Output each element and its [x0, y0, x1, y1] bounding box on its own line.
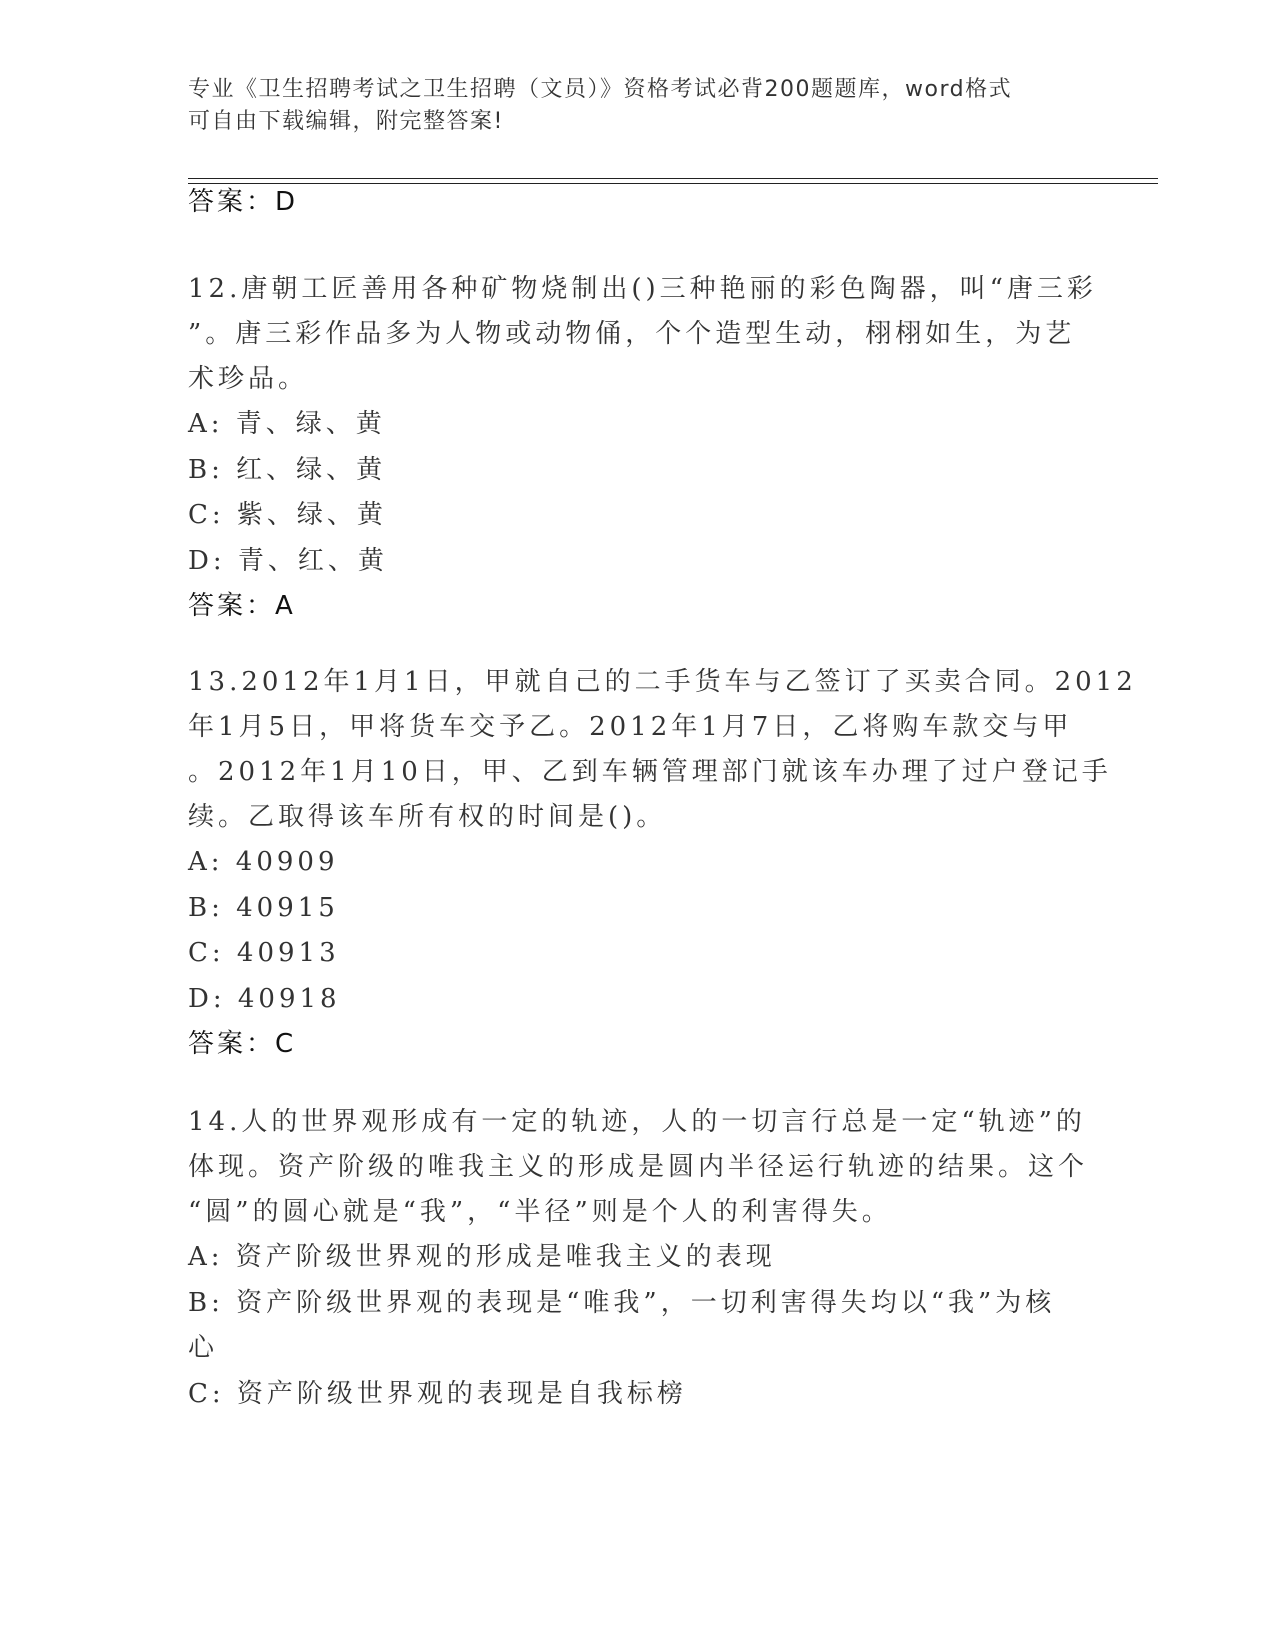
option-c: C: 40913	[188, 938, 340, 968]
option-a: A: 资产阶级世界观的形成是唯我主义的表现	[188, 1242, 776, 1272]
question-text-line: 续。乙取得该车所有权的时间是()。	[188, 802, 667, 832]
question-text-line: 体现。资产阶级的唯我主义的形成是圆内半径运行轨迹的结果。这个	[188, 1152, 1089, 1182]
question-text-line: 术珍品。	[188, 364, 309, 394]
header-divider-top	[188, 178, 1158, 179]
question-text-line: 14.人的世界观形成有一定的轨迹，人的一切言行总是一定“轨迹”的	[188, 1107, 1086, 1137]
question-text-line: 13.2012年1月1日，甲就自己的二手货车与乙签订了买卖合同。2012	[188, 667, 1137, 697]
question-text-line: 年1月5日，甲将货车交予乙。2012年1月7日，乙将购车款交与甲	[188, 712, 1073, 742]
option-b: B: 40915	[188, 892, 339, 923]
option-b: B: 红、绿、黄	[188, 454, 387, 485]
option-a: A: 青、绿、黄	[188, 409, 386, 439]
question-text-line: ”。唐三彩作品多为人物或动物俑，个个造型生动，栩栩如生，为艺	[188, 319, 1076, 349]
question-text-line: 12.唐朝工匠善用各种矿物烧制出()三种艳丽的彩色陶器，叫“唐三彩	[188, 274, 1097, 304]
question-13	[188, 660, 1137, 1067]
option-d: D: 40918	[188, 983, 341, 1014]
option-a: A: 40909	[188, 847, 339, 877]
question-12	[188, 267, 1097, 629]
previous-answer-block	[188, 180, 1088, 225]
option-c: C: 紫、绿、黄	[188, 500, 387, 530]
option-b: B: 资产阶级世界观的表现是“唯我”，一切利害得失均以“我”为核	[188, 1287, 1056, 1318]
question-text-line: 。2012年1月10日，甲、乙到车辆管理部门就该车办理了过户登记手	[188, 757, 1112, 787]
option-b-continued: 心	[188, 1333, 219, 1363]
question-14	[188, 1100, 1088, 1417]
option-d: D: 青、红、黄	[188, 545, 388, 576]
header-line-1: 专业《卫生招聘考试之卫生招聘（文员）》资格考试必背200题题库，word格式	[188, 77, 1013, 102]
question-text-line: “圆”的圆心就是“我”，“半径”则是个人的利害得失。	[188, 1197, 892, 1227]
document-header	[188, 74, 1068, 138]
answer-label: 答案：C	[188, 1029, 297, 1059]
option-c: C: 资产阶级世界观的表现是自我标榜	[188, 1378, 687, 1409]
answer-label: 答案：A	[188, 591, 296, 621]
header-line-2: 可自由下载编辑，附完整答案!	[188, 109, 504, 134]
answer-label: 答案：D	[188, 187, 299, 217]
